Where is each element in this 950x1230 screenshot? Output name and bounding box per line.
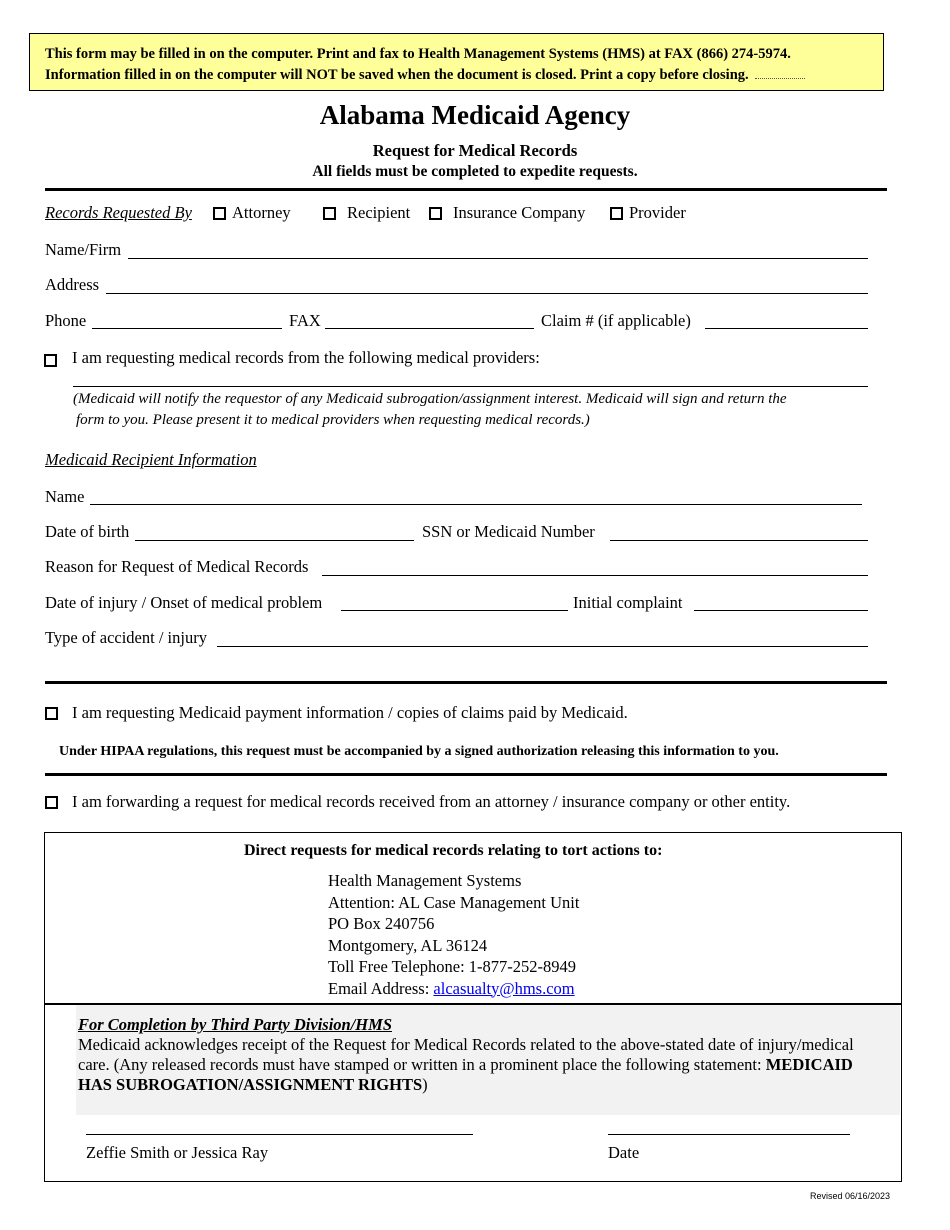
complaint-label: Initial complaint [573,593,683,612]
payment-request-checkbox[interactable] [45,707,58,720]
forwarding-checkbox[interactable] [45,796,58,809]
dob-field[interactable] [135,540,414,541]
hms-org: Health Management Systems [328,871,522,890]
hms-po-box: PO Box 240756 [328,914,435,933]
section-divider [45,681,887,684]
hipaa-notice: Under HIPAA regulations, this request must be accompanied by a signed authorization releasing this information to you. [59,744,779,759]
subrogation-note-line-2: form to you. Please present it to medical providers when requesting medical records.) [76,412,590,428]
recipient-label: Recipient [347,203,411,222]
option-recipient[interactable] [323,203,410,223]
subrogation-statement-1: MEDICAID [765,1055,853,1074]
providers-field[interactable] [73,386,868,387]
ssn-label: SSN or Medicaid Number [422,522,595,541]
option-insurance[interactable] [429,203,585,223]
provider-checkbox[interactable] [610,207,623,220]
completion-section [78,1015,854,1095]
subrogation-statement-2: HAS SUBROGATION/ASSIGNMENT RIGHTS [78,1075,423,1094]
signer-name: Zeffie Smith or Jessica Ray [86,1143,269,1162]
ssn-field[interactable] [610,540,868,541]
forwarding-label: I am forwarding a request for medical records received from an attorney / insurance company or other entity. [72,792,791,811]
hms-address [328,870,579,999]
providers-request-label: I am requesting medical records from the following medical providers: [72,348,540,367]
form-subtitle: Request for Medical Records [372,141,578,160]
completion-text-line-2: care. (Any released records must have stamped or written in a prominent place the following statement: [78,1055,766,1074]
reason-label: Reason for Request of Medical Records [45,557,309,576]
box-divider [44,1003,902,1005]
completion-heading: For Completion by Third Party Division/HMS [78,1015,392,1034]
attorney-label: Attorney [232,203,291,222]
form-instruction: All fields must be completed to expedite requests. [312,163,638,180]
hms-email-link[interactable]: alcasualty@hms.com [433,978,575,998]
option-attorney[interactable] [213,203,291,223]
reason-field[interactable] [322,575,868,576]
fax-field[interactable] [325,328,534,329]
hms-city: Montgomery, AL 36124 [328,935,488,955]
hms-attention: Attention: AL Case Management Unit [328,892,580,912]
complaint-field[interactable] [694,610,868,611]
hms-email-label: Email Address: [328,978,434,998]
page-title: Alabama Medicaid Agency [319,100,631,130]
fax-notice-banner [29,33,884,91]
address-field[interactable] [106,293,868,294]
completion-text-line-1: Medicaid acknowledges receipt of the Request for Medical Records related to the above-stated date of injury/medical [78,1035,854,1054]
accident-field[interactable] [217,646,868,647]
fax-label: FAX [289,311,321,330]
claim-field[interactable] [705,328,868,329]
section-divider [45,188,887,191]
payment-request-label: I am requesting Medicaid payment information / copies of claims paid by Medicaid. [72,703,628,722]
accident-label: Type of accident / injury [45,628,207,647]
payment-request-option[interactable] [45,703,628,723]
phone-label: Phone [45,311,87,330]
dob-label: Date of birth [45,522,130,541]
direct-requests-heading: Direct requests for medical records relating to tort actions to: [244,842,663,859]
insurance-checkbox[interactable] [429,207,442,220]
option-provider[interactable] [610,203,686,223]
name-firm-field[interactable] [128,258,868,259]
revised-date: Revised 06/16/2023 [810,1191,891,1201]
name-firm-label: Name/Firm [45,240,122,259]
providers-request-checkbox[interactable] [44,354,57,367]
providers-request-option[interactable] [44,348,540,368]
subrogation-note-line-1: (Medicaid will notify the requestor of any Medicaid subrogation/assignment interest. Medicaid will sign and return the [73,391,787,407]
notice-line-1: This form may be filled in on the computer. Print and fax to Health Management Systems (HMS) at FAX (866) 274-5974. [45,46,791,62]
recipient-name-field[interactable] [90,504,862,505]
claim-label: Claim # (if applicable) [541,311,691,330]
forwarding-option[interactable] [45,792,790,812]
address-label: Address [45,275,100,294]
recipient-checkbox[interactable] [323,207,336,220]
attorney-checkbox[interactable] [213,207,226,220]
signature-field[interactable] [86,1134,473,1135]
injury-date-label: Date of injury / Onset of medical problem [45,593,323,612]
date-label: Date [608,1143,640,1162]
section-divider [45,773,887,776]
closing-paren: ) [422,1075,428,1094]
notice-dots [755,66,805,79]
injury-date-field[interactable] [341,610,568,611]
hms-phone: Toll Free Telephone: 1-877-252-8949 [328,957,577,976]
recipient-name-label: Name [45,487,85,506]
notice-line-2: Information filled in on the computer will NOT be saved when the document is closed. Print a copy before closing. [45,67,749,83]
insurance-label: Insurance Company [453,203,586,222]
provider-label: Provider [629,203,686,222]
requested-by-label: Records Requested By [45,203,192,222]
recipient-section-label: Medicaid Recipient Information [45,450,257,469]
phone-field[interactable] [92,328,282,329]
signature-date-field[interactable] [608,1134,850,1135]
